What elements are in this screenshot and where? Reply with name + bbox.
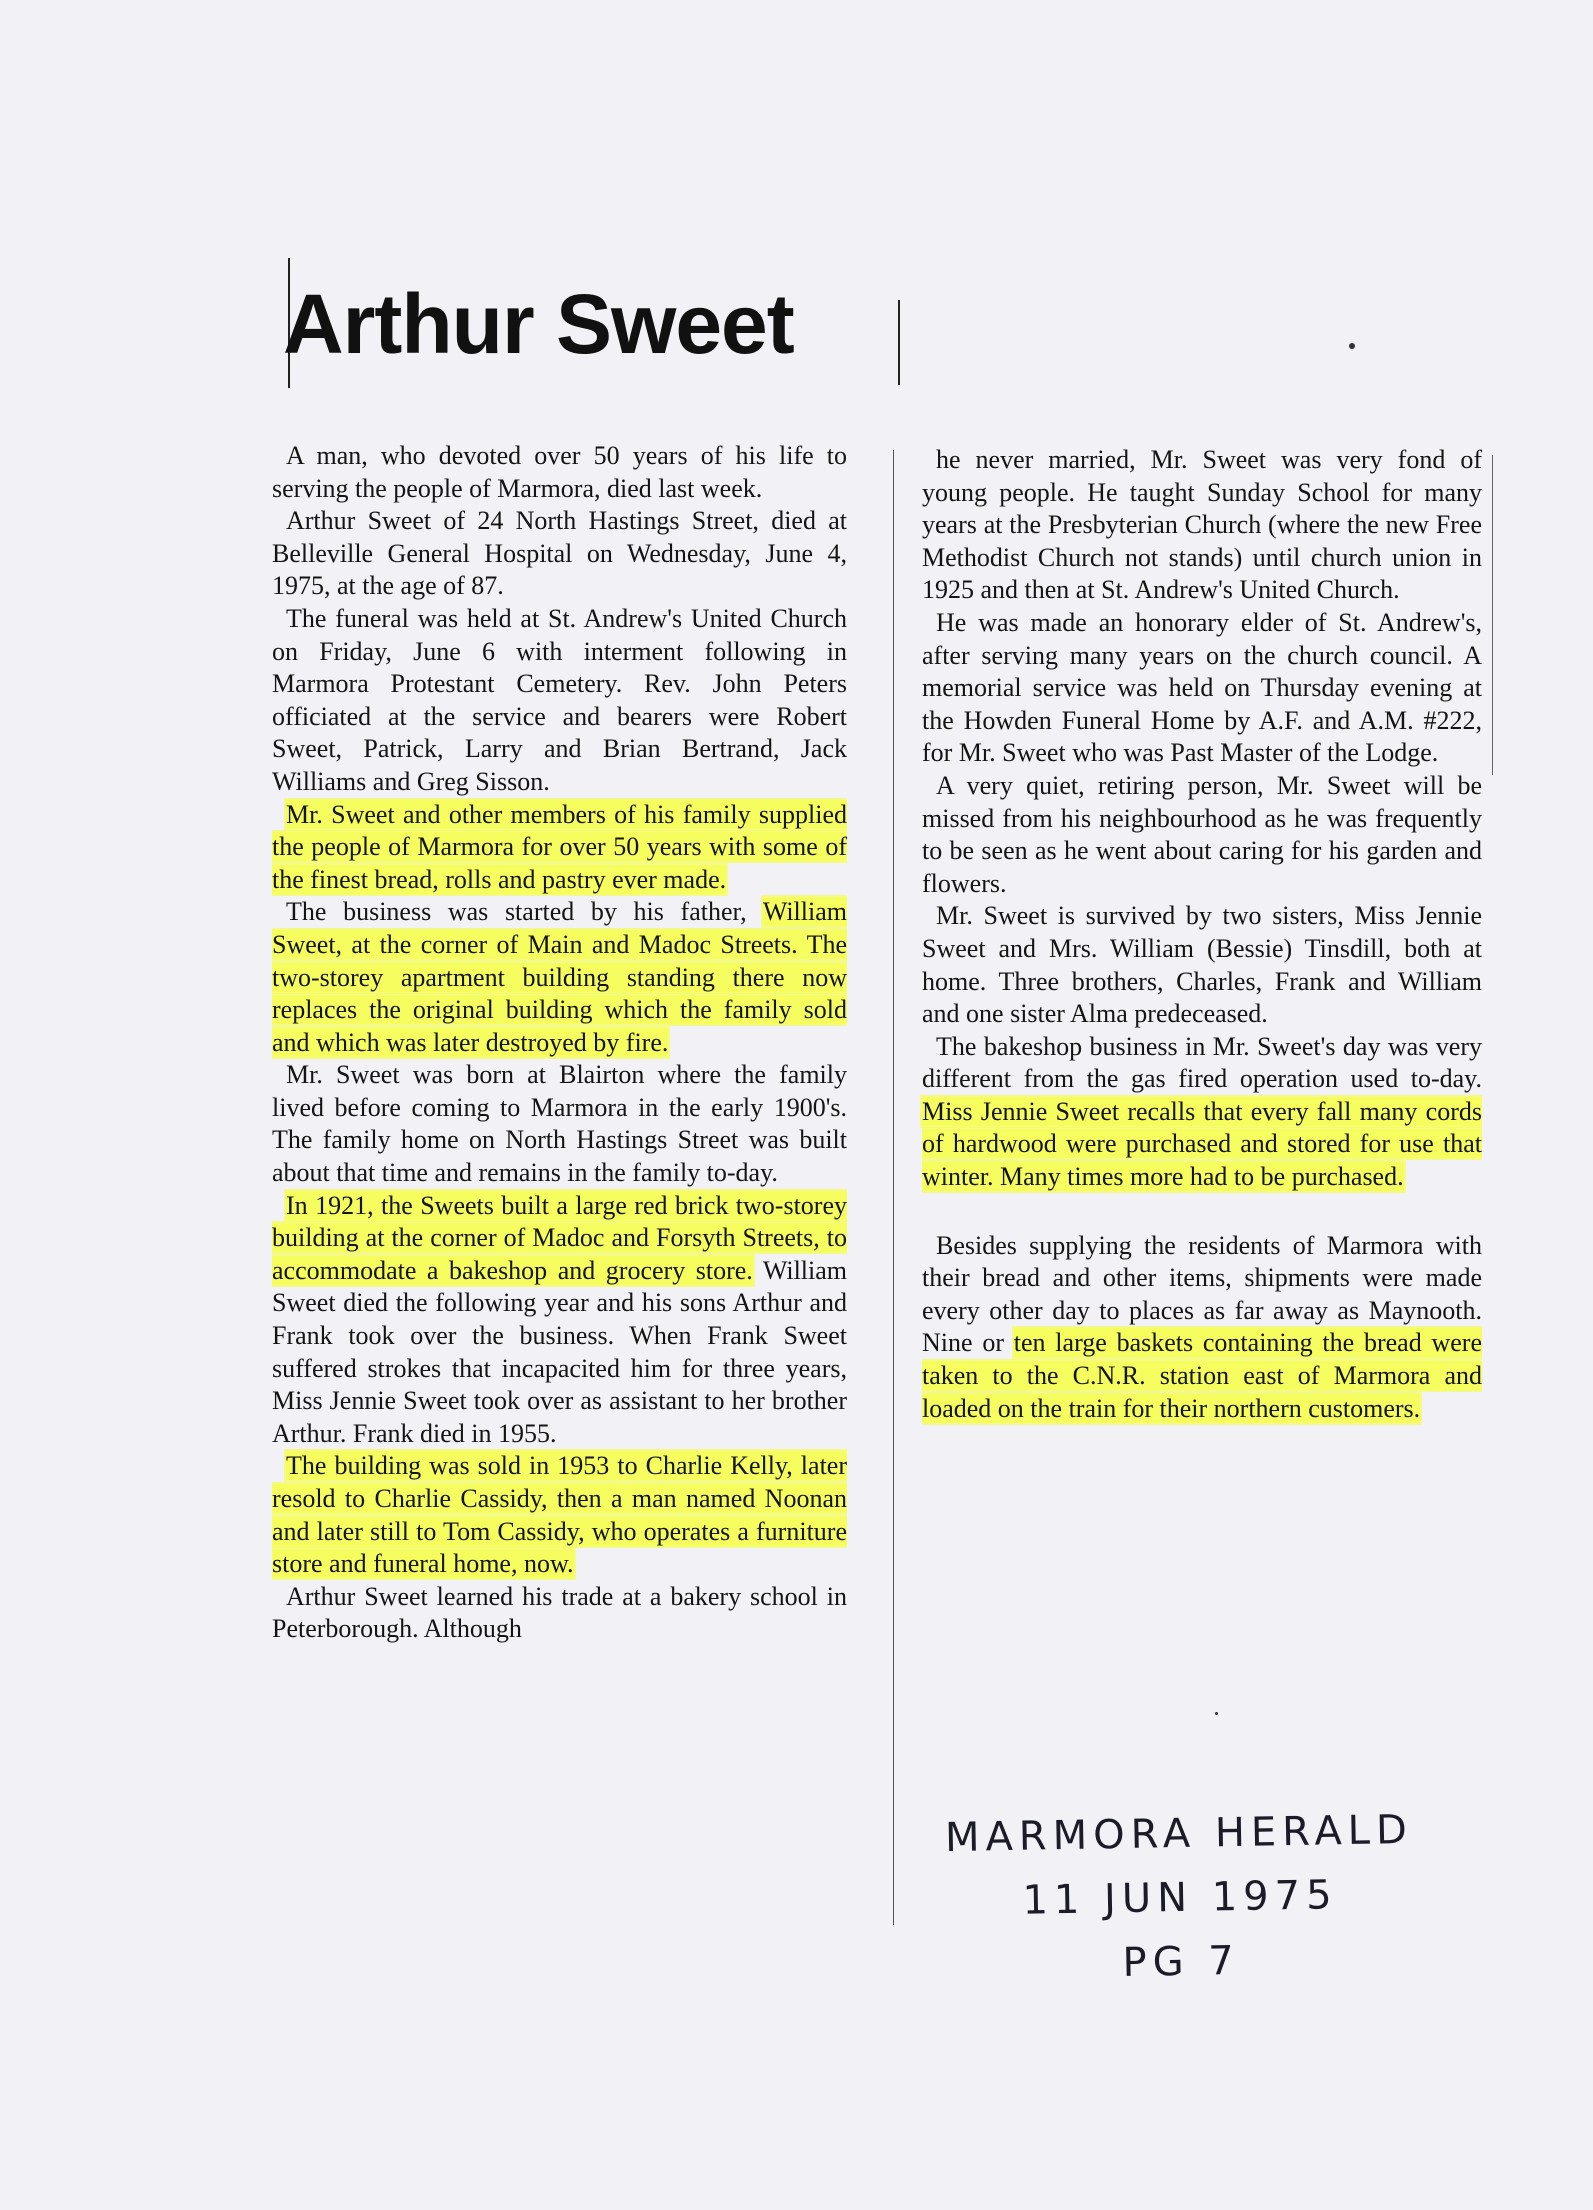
handwritten-date: 11 JUN 1975 <box>1022 1872 1338 1924</box>
article-text: Besides supplying the residents of Marmora with their bread and other items, shipments were made every other day to places as far away as Maynooth. Nine or <box>922 1230 1482 1358</box>
article-paragraph <box>922 444 1482 607</box>
article-paragraph <box>272 603 847 799</box>
article-text: Arthur Sweet of 24 North Hastings Street, died at Belleville General Hospital on Wednesday, June 4, 1975, at the age of 87. <box>272 506 847 601</box>
handwritten-publication: MARMORA HERALD <box>944 1806 1414 1862</box>
highlighted-text: Miss Jennie Sweet recalls that every fall many cords of hardwood were purchased and stored for use that winter. Many times more had to be purchased. <box>922 1096 1482 1192</box>
article-paragraph <box>922 607 1482 770</box>
article-column-left <box>272 440 847 1646</box>
article-paragraph <box>272 896 847 1059</box>
article-text: He was made an honorary elder of St. Andrew's, after serving many years on the church council. A memorial service was held on Thursday evening at the Howden Funeral Home by A.F. and A.M. #222, for Mr. Sweet who was Past Master of the Lodge. <box>922 607 1482 768</box>
highlighted-text: William Sweet, at the corner of Main and Madoc Streets. The two-storey apartment building standing there now replaces the original building which the family sold and which was later destroyed by fire. <box>272 897 847 1057</box>
right-edge-rule <box>1492 455 1493 775</box>
article-paragraph <box>272 505 847 603</box>
paper-speck <box>1215 1712 1218 1715</box>
handwritten-source-note <box>933 1798 1426 1999</box>
column-divider <box>893 450 894 1925</box>
highlighted-text: Mr. Sweet and other members of his family supplied the people of Marmora for over 50 years with some of the finest bread, rolls and pastry ever made. <box>272 799 847 894</box>
article-paragraph <box>922 770 1482 900</box>
article-text: William Sweet died the following year and his sons Arthur and Frank took over the business. When Frank Sweet suffered strokes that incapacited him for three years, Miss Jennie Sweet took over as assistant to her brother Arthur. Frank died in 1955. <box>272 1255 848 1448</box>
article-text: A man, who devoted over 50 years of his life to serving the people of Marmora, died last week. <box>272 441 847 503</box>
article-paragraph <box>922 1031 1482 1194</box>
article-paragraph <box>922 1230 1482 1426</box>
handwritten-page: PG 7 <box>1122 1937 1241 1987</box>
headline-right-rule <box>898 300 900 385</box>
article-text: Mr. Sweet is survived by two sisters, Miss Jennie Sweet and Mrs. William (Bessie) Tinsdill, both at home. Three brothers, Charles, Frank and William and one sister Alma predeceased. <box>922 901 1482 1029</box>
paper-speck <box>1349 343 1355 349</box>
article-text: he never married, Mr. Sweet was very fond of young people. He taught Sunday School for many years at the Presbyterian Church (where the new Free Methodist Church not stands) until church union in 1925 and then at St. Andrew's United Church. <box>922 445 1482 605</box>
article-text: The business was started by his father, <box>286 897 763 927</box>
article-paragraph <box>272 1581 847 1646</box>
article-text: The funeral was held at St. Andrew's United Church on Friday, June 6 with interment following in Marmora Protestant Cemetery. Rev. John Peters officiated at the service and bearers were Robert Sweet, Patrick, Larry and Brian Bertrand, Jack Williams and Greg Sisson. <box>272 603 847 796</box>
article-paragraph <box>272 1450 847 1580</box>
article-paragraph <box>272 1190 847 1451</box>
highlighted-text: In 1921, the Sweets built a large red brick two-storey building at the corner of Madoc and Forsyth Streets, to accommodate a bakeshop and grocery store. <box>272 1190 847 1285</box>
highlighted-text: The building was sold in 1953 to Charlie Kelly, later resold to Charlie Cassidy, then a man named Noonan and later still to Tom Cassidy, who operates a furniture store and funeral home, now. <box>272 1451 847 1579</box>
article-text: The bakeshop business in Mr. Sweet's day was very different from the gas fired operation used to-day. <box>922 1031 1482 1094</box>
article-paragraph <box>272 440 847 505</box>
headline: Arthur Sweet <box>283 277 794 371</box>
article-text: A very quiet, retiring person, Mr. Sweet will be missed from his neighbourhood as he was frequently to be seen as he went about caring for his garden and flowers. <box>922 770 1482 898</box>
article-paragraph <box>272 1059 847 1189</box>
article-column-right <box>922 444 1482 1425</box>
highlighted-text: ten large baskets containing the bread were taken to the C.N.R. station east of Marmora and loaded on the train for their northern customers. <box>922 1328 1482 1423</box>
article-paragraph <box>272 799 847 897</box>
article-text: Mr. Sweet was born at Blairton where the family lived before coming to Marmora in the early 1900's. The family home on North Hastings Street was built about that time and remains in the family to-day. <box>272 1060 847 1188</box>
article-paragraph <box>922 900 1482 1030</box>
article-text: Arthur Sweet learned his trade at a bakery school in Peterborough. Although <box>272 1581 847 1644</box>
